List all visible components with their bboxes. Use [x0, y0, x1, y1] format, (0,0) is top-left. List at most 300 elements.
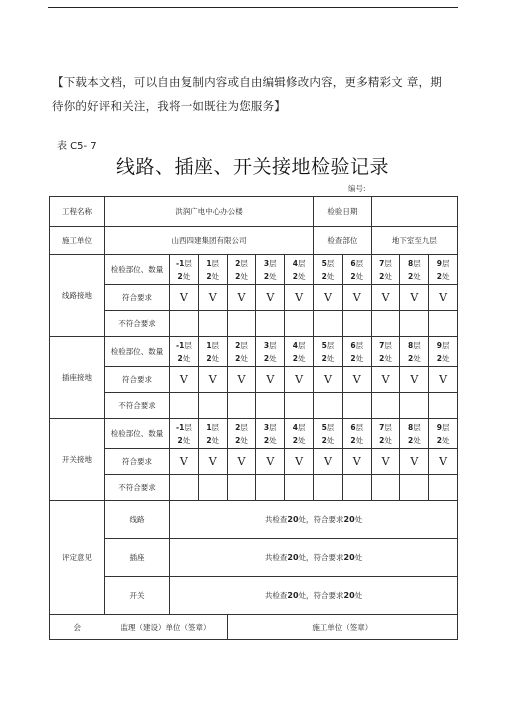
floor-unit: 层	[269, 340, 277, 350]
check-mark: V	[256, 285, 285, 311]
nok-cell	[342, 475, 371, 501]
check-mark: V	[227, 285, 256, 311]
count-unit: 处	[269, 435, 277, 445]
count-line	[314, 434, 342, 447]
floor-line	[285, 339, 313, 352]
count-number: 2	[379, 353, 385, 363]
floor-number: 2	[235, 340, 241, 350]
floor-number: 5	[321, 422, 327, 432]
floor-number: 2	[235, 422, 241, 432]
sections-body	[50, 255, 458, 501]
count-number: 2	[177, 271, 183, 281]
floor-line	[429, 421, 457, 434]
count-number: 2	[321, 435, 327, 445]
inspection-record-table	[49, 196, 458, 640]
floor-line	[343, 421, 371, 434]
document-title: 线路、插座、开关接地检验记录	[115, 156, 389, 178]
check-mark: V	[227, 367, 256, 393]
floor-number: 9	[436, 258, 442, 268]
count-unit: 处	[269, 271, 277, 281]
project-value: 洪润广电中心办公楼	[105, 197, 314, 227]
floor-number: -1	[175, 340, 185, 350]
floor-line	[400, 421, 428, 434]
count-unit: 处	[413, 353, 421, 363]
contractor-value: 山西四建集团有限公司	[105, 227, 314, 255]
count-number: 2	[263, 353, 270, 363]
result-pre: 共检查	[264, 591, 288, 600]
evaluation-row	[50, 501, 458, 539]
floor-count-cell	[314, 419, 343, 449]
nok-cell	[227, 311, 256, 337]
floor-number: 5	[321, 258, 327, 268]
floor-number: 4	[292, 340, 298, 350]
floor-unit: 层	[442, 340, 450, 350]
floor-line	[372, 421, 400, 434]
nok-cell	[371, 475, 400, 501]
count-line	[372, 434, 400, 447]
count-line	[429, 352, 457, 365]
count-line	[314, 352, 342, 365]
ok-label: 符合要求	[105, 285, 170, 311]
floor-number: 1	[206, 340, 212, 350]
floor-number: 6	[350, 258, 356, 268]
count-line	[400, 270, 428, 283]
count-unit: 处	[384, 435, 392, 445]
count-line	[199, 434, 227, 447]
floor-line	[228, 257, 256, 270]
row-project	[50, 197, 458, 227]
row-signature	[50, 615, 458, 640]
evaluation-item-label: 插座	[105, 539, 170, 577]
floor-number: 9	[436, 340, 442, 350]
floor-number: 7	[379, 422, 385, 432]
check-mark: V	[285, 367, 314, 393]
floor-number: 6	[350, 340, 356, 350]
floor-line	[285, 257, 313, 270]
floor-unit: 层	[240, 258, 248, 268]
section-row-label: 检验部位、数量	[105, 337, 170, 367]
floor-count-cell	[170, 255, 199, 285]
section-name: 插座接地	[50, 337, 105, 419]
nok-cell	[256, 311, 285, 337]
floor-unit: 层	[384, 422, 392, 432]
floor-number: 5	[321, 340, 327, 350]
floor-line	[314, 421, 342, 434]
count-number: 2	[379, 435, 385, 445]
floor-line	[170, 257, 198, 270]
count-number: 2	[292, 271, 298, 281]
table-number: 表 C5- 7	[57, 141, 97, 152]
count-unit: 处	[413, 271, 421, 281]
count-line	[343, 270, 371, 283]
floor-unit: 层	[211, 258, 220, 268]
location-label: 检查部位	[314, 227, 372, 255]
count-line	[429, 270, 457, 283]
check-mark: V	[256, 449, 285, 475]
floor-line	[199, 257, 227, 270]
nok-cell	[256, 393, 285, 419]
nok-cell	[429, 311, 458, 337]
floor-count-cell	[371, 255, 400, 285]
check-mark: V	[285, 285, 314, 311]
evaluation-item-label: 开关	[105, 577, 170, 615]
floor-number: 7	[379, 258, 385, 268]
floor-unit: 层	[184, 340, 192, 350]
floor-unit: 层	[240, 422, 248, 432]
date-label: 检验日期	[314, 197, 372, 227]
count-unit: 处	[413, 435, 421, 445]
count-unit: 处	[355, 271, 364, 281]
notice-line-2: 待你的好评和关注，我将一如既往为您服务】	[52, 99, 286, 113]
floor-unit: 层	[413, 340, 421, 350]
evaluation-body	[50, 501, 458, 615]
download-notice	[52, 70, 462, 118]
nok-cell	[227, 475, 256, 501]
count-line	[199, 352, 227, 365]
date-value	[371, 197, 457, 227]
floor-number: 7	[379, 340, 385, 350]
floor-unit: 层	[269, 422, 277, 432]
nok-cell	[342, 311, 371, 337]
floor-count-cell	[256, 255, 285, 285]
count-unit: 处	[442, 271, 450, 281]
count-unit: 处	[211, 271, 220, 281]
check-mark: V	[198, 285, 227, 311]
result-passed-count: 20	[343, 553, 355, 562]
floor-number: -1	[175, 258, 185, 268]
count-number: 2	[436, 435, 442, 445]
floor-line	[199, 339, 227, 352]
check-mark: V	[400, 367, 429, 393]
count-number: 2	[235, 435, 241, 445]
floor-count-cell	[371, 419, 400, 449]
count-number: 2	[379, 271, 385, 281]
floor-unit: 层	[269, 258, 277, 268]
count-unit: 处	[297, 353, 306, 363]
count-unit: 处	[384, 271, 392, 281]
floor-count-cell	[314, 337, 343, 367]
check-mark: V	[256, 367, 285, 393]
count-unit: 处	[240, 271, 248, 281]
floor-number: 3	[263, 422, 270, 432]
floor-number: 4	[292, 258, 298, 268]
nok-cell	[198, 475, 227, 501]
count-number: 2	[350, 435, 356, 445]
count-number: 2	[350, 353, 356, 363]
count-line	[429, 434, 457, 447]
nok-cell	[429, 393, 458, 419]
count-line	[372, 270, 400, 283]
count-line	[256, 434, 284, 447]
count-line	[343, 434, 371, 447]
count-line	[228, 434, 256, 447]
evaluation-result	[170, 539, 458, 577]
check-mark: V	[429, 449, 458, 475]
floor-count-cell	[256, 419, 285, 449]
count-unit: 处	[326, 435, 335, 445]
floor-unit: 层	[297, 422, 306, 432]
serial-number-label: 编号:	[348, 184, 366, 193]
contractor-label: 施工单位	[50, 227, 105, 255]
count-unit: 处	[297, 435, 306, 445]
count-unit: 处	[211, 435, 220, 445]
floor-line	[400, 339, 428, 352]
section-floor-row	[50, 337, 458, 367]
check-mark: V	[314, 285, 343, 311]
count-unit: 处	[240, 435, 248, 445]
floor-count-cell	[227, 419, 256, 449]
floor-number: 3	[263, 340, 270, 350]
evaluation-label: 评定意见	[50, 501, 105, 615]
nok-cell	[314, 311, 343, 337]
row-contractor	[50, 227, 458, 255]
floor-line	[343, 257, 371, 270]
floor-line	[256, 339, 284, 352]
check-mark: V	[170, 285, 199, 311]
nok-cell	[170, 475, 199, 501]
count-line	[400, 352, 428, 365]
count-unit: 处	[326, 353, 335, 363]
count-unit: 处	[384, 353, 392, 363]
floor-line	[314, 257, 342, 270]
floor-count-cell	[170, 337, 199, 367]
location-value: 地下室至九层	[371, 227, 457, 255]
check-mark: V	[371, 367, 400, 393]
floor-count-cell	[227, 255, 256, 285]
floor-line	[228, 421, 256, 434]
floor-unit: 层	[384, 258, 392, 268]
floor-line	[170, 421, 198, 434]
count-number: 2	[206, 435, 212, 445]
floor-count-cell	[285, 255, 314, 285]
header-rule	[48, 7, 458, 8]
nok-cell	[429, 475, 458, 501]
nok-cell	[198, 311, 227, 337]
count-unit: 处	[269, 353, 277, 363]
floor-unit: 层	[326, 422, 335, 432]
floor-number: 4	[292, 422, 298, 432]
check-mark: V	[170, 367, 199, 393]
check-mark: V	[342, 367, 371, 393]
count-number: 2	[177, 435, 183, 445]
section-ok-row	[50, 449, 458, 475]
count-number: 2	[235, 271, 241, 281]
evaluation-item-label: 线路	[105, 501, 170, 539]
floor-unit: 层	[240, 340, 248, 350]
floor-count-cell	[285, 337, 314, 367]
result-passed-count: 20	[343, 591, 355, 600]
floor-count-cell	[256, 337, 285, 367]
nok-cell	[170, 393, 199, 419]
floor-count-cell	[227, 337, 256, 367]
count-unit: 处	[240, 353, 248, 363]
floor-count-cell	[285, 419, 314, 449]
signature-col1: 会	[50, 615, 105, 640]
evaluation-result	[170, 577, 458, 615]
result-checked-count: 20	[287, 515, 299, 524]
count-unit: 处	[355, 353, 364, 363]
floor-line	[285, 421, 313, 434]
floor-line	[256, 257, 284, 270]
count-number: 2	[263, 435, 270, 445]
nok-cell	[227, 393, 256, 419]
check-mark: V	[342, 285, 371, 311]
count-line	[228, 352, 256, 365]
floor-number: 6	[350, 422, 356, 432]
count-line	[285, 434, 313, 447]
count-number: 2	[206, 271, 212, 281]
floor-count-cell	[198, 255, 227, 285]
floor-number: 8	[407, 340, 414, 350]
floor-line	[429, 257, 457, 270]
count-line	[343, 352, 371, 365]
check-mark: V	[198, 449, 227, 475]
count-line	[285, 270, 313, 283]
check-mark: V	[227, 449, 256, 475]
result-checked-count: 20	[287, 553, 299, 562]
floor-number: 1	[206, 258, 212, 268]
ok-label: 符合要求	[105, 367, 170, 393]
floor-unit: 层	[326, 340, 335, 350]
result-pre: 共检查	[264, 553, 288, 562]
result-pre: 共检查	[264, 515, 288, 524]
section-floor-row	[50, 419, 458, 449]
count-unit: 处	[442, 435, 450, 445]
count-number: 2	[292, 353, 298, 363]
floor-count-cell	[371, 337, 400, 367]
count-unit: 处	[182, 435, 191, 445]
floor-line	[429, 339, 457, 352]
count-unit: 处	[211, 353, 220, 363]
floor-number: 3	[263, 258, 270, 268]
nok-cell	[285, 475, 314, 501]
count-number: 2	[263, 271, 270, 281]
floor-number: 1	[206, 422, 212, 432]
check-mark: V	[371, 449, 400, 475]
count-unit: 处	[182, 271, 191, 281]
floor-number: 9	[436, 422, 442, 432]
nok-label: 不符合要求	[105, 393, 170, 419]
count-number: 2	[321, 271, 327, 281]
nok-cell	[342, 393, 371, 419]
check-mark: V	[429, 285, 458, 311]
floor-unit: 层	[413, 422, 421, 432]
nok-cell	[256, 475, 285, 501]
count-line	[199, 270, 227, 283]
floor-unit: 层	[442, 422, 450, 432]
nok-cell	[285, 311, 314, 337]
result-post: 处	[354, 553, 363, 562]
floor-count-cell	[342, 255, 371, 285]
evaluation-row	[50, 539, 458, 577]
count-number: 2	[350, 271, 356, 281]
floor-line	[228, 339, 256, 352]
floor-unit: 层	[384, 340, 392, 350]
count-number: 2	[321, 353, 327, 363]
count-line	[372, 352, 400, 365]
floor-line	[372, 257, 400, 270]
floor-count-cell	[429, 255, 458, 285]
floor-unit: 层	[184, 258, 192, 268]
result-post: 处	[354, 591, 363, 600]
floor-number: 2	[235, 258, 241, 268]
floor-unit: 层	[211, 340, 220, 350]
nok-label: 不符合要求	[105, 311, 170, 337]
result-post: 处	[354, 515, 363, 524]
floor-unit: 层	[184, 422, 192, 432]
floor-count-cell	[400, 255, 429, 285]
result-mid: 处，符合要求	[298, 515, 344, 524]
nok-cell	[285, 393, 314, 419]
result-mid: 处，符合要求	[298, 591, 344, 600]
floor-unit: 层	[297, 340, 306, 350]
nok-cell	[400, 311, 429, 337]
floor-line	[199, 421, 227, 434]
result-passed-count: 20	[343, 515, 355, 524]
nok-label: 不符合要求	[105, 475, 170, 501]
floor-count-cell	[400, 337, 429, 367]
count-line	[314, 270, 342, 283]
count-number: 2	[206, 353, 212, 363]
project-label: 工程名称	[50, 197, 105, 227]
floor-unit: 层	[326, 258, 335, 268]
count-line	[228, 270, 256, 283]
ok-label: 符合要求	[105, 449, 170, 475]
count-number: 2	[407, 271, 414, 281]
notice-line-1: 【下载本文档，可以自由复制内容或自由编辑修改内容，更多精彩文 章，期	[52, 75, 442, 89]
floor-unit: 层	[355, 340, 364, 350]
builder-signature-label: 施工单位（签章）	[227, 615, 457, 640]
count-number: 2	[436, 353, 442, 363]
section-row-label: 检验部位、数量	[105, 419, 170, 449]
count-line	[400, 434, 428, 447]
floor-count-cell	[429, 337, 458, 367]
floor-line	[170, 339, 198, 352]
count-line	[170, 434, 198, 447]
floor-unit: 层	[413, 258, 421, 268]
section-nok-row	[50, 393, 458, 419]
count-unit: 处	[355, 435, 364, 445]
floor-number: 8	[407, 258, 414, 268]
count-unit: 处	[442, 353, 450, 363]
floor-count-cell	[170, 419, 199, 449]
floor-line	[343, 339, 371, 352]
count-line	[285, 352, 313, 365]
supervisor-signature-label: 监理（建设）单位（签章）	[105, 615, 228, 640]
floor-count-cell	[400, 419, 429, 449]
evaluation-row	[50, 577, 458, 615]
section-name: 线路接地	[50, 255, 105, 337]
count-line	[170, 270, 198, 283]
section-name: 开关接地	[50, 419, 105, 501]
floor-unit: 层	[355, 258, 364, 268]
floor-line	[372, 339, 400, 352]
evaluation-result	[170, 501, 458, 539]
check-mark: V	[198, 367, 227, 393]
result-mid: 处，符合要求	[298, 553, 344, 562]
floor-number: -1	[175, 422, 185, 432]
result-checked-count: 20	[287, 591, 299, 600]
count-line	[256, 270, 284, 283]
count-number: 2	[292, 435, 298, 445]
floor-unit: 层	[297, 258, 306, 268]
floor-count-cell	[314, 255, 343, 285]
nok-cell	[400, 393, 429, 419]
section-row-label: 检验部位、数量	[105, 255, 170, 285]
floor-count-cell	[342, 419, 371, 449]
count-unit: 处	[326, 271, 335, 281]
check-mark: V	[429, 367, 458, 393]
